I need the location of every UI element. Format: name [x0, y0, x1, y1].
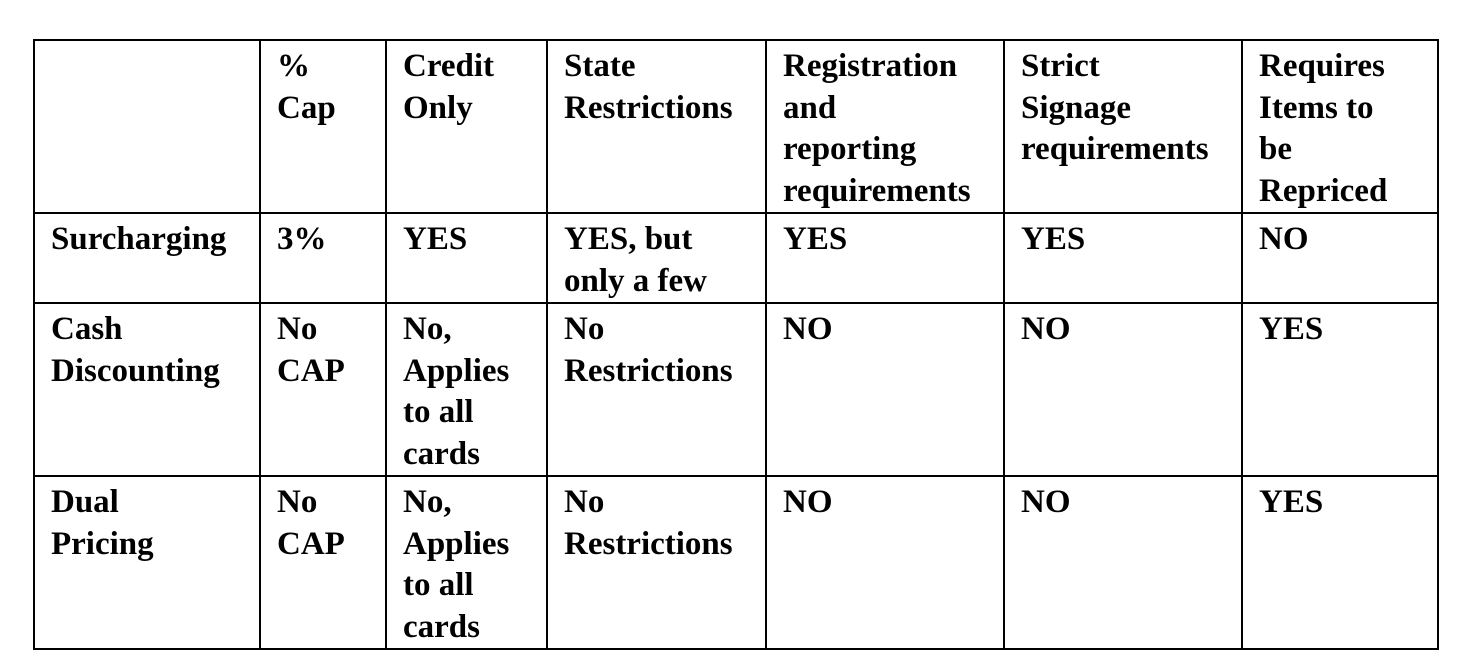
row-label-cell: Cash Discounting	[34, 303, 260, 476]
table-row	[34, 303, 1438, 476]
header-cell-registration-reporting: Registration and reporting requirements	[766, 40, 1004, 213]
header-cell-state-restrictions: State Restrictions	[547, 40, 766, 213]
table-cell: NO	[1242, 213, 1438, 303]
table-cell: NO	[766, 303, 1004, 476]
table-cell: YES	[1004, 213, 1242, 303]
header-cell-requires-repricing: Requires Items to be Repriced	[1242, 40, 1438, 213]
table-cell: No, Applies to all cards	[386, 303, 547, 476]
table-cell: No CAP	[260, 476, 386, 649]
table-cell: No Restrictions	[547, 303, 766, 476]
row-label-cell: Surcharging	[34, 213, 260, 303]
row-label-cell: Dual Pricing	[34, 476, 260, 649]
table-cell: NO	[1004, 476, 1242, 649]
table-cell: YES	[1242, 476, 1438, 649]
table-row	[34, 213, 1438, 303]
comparison-table	[33, 39, 1439, 650]
header-cell-strict-signage: Strict Signage requirements	[1004, 40, 1242, 213]
header-row	[34, 40, 1438, 213]
table-row	[34, 476, 1438, 649]
table-cell: NO	[766, 476, 1004, 649]
header-cell-credit-only: Credit Only	[386, 40, 547, 213]
table-cell: YES	[1242, 303, 1438, 476]
table-cell: No Restrictions	[547, 476, 766, 649]
header-cell-percent-cap: % Cap	[260, 40, 386, 213]
table-cell: 3%	[260, 213, 386, 303]
table-cell: YES	[386, 213, 547, 303]
table-cell: YES	[766, 213, 1004, 303]
table-cell: No CAP	[260, 303, 386, 476]
header-cell-empty	[34, 40, 260, 213]
table-cell: YES, but only a few	[547, 213, 766, 303]
table-cell: No, Applies to all cards	[386, 476, 547, 649]
table-cell: NO	[1004, 303, 1242, 476]
